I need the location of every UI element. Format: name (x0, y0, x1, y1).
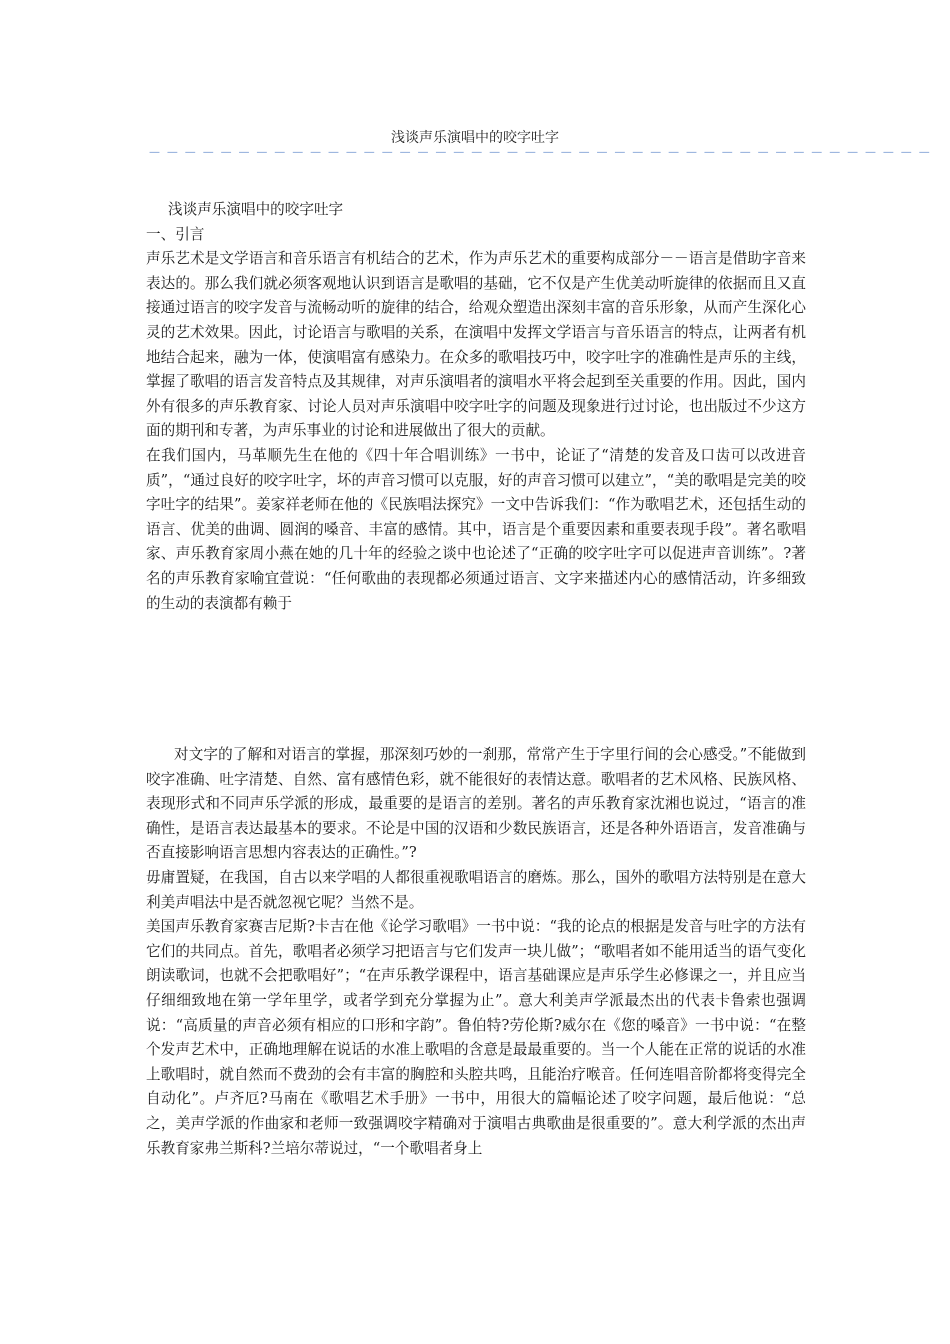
sub-heading: 浅谈声乐演唱中的咬字吐字 (168, 201, 344, 218)
body-block-1 (146, 198, 806, 616)
paragraph: 声乐艺术是文学语言和音乐语言有机结合的艺术，作为声乐艺术的重要构成部分－－语言是借助字音来表达的。那么我们就必须客观地认识到语言是歌唱的基础，它不仅是产生优美动听旋律的依据而且又直接通过语言的咬字发音与流畅动听的旋律的结合，给观众塑造出深刻丰富的音乐形象，从而产生深化心灵的艺术效果。因此，讨论语言与歌唱的关系，在演唱中发挥文学语言与音乐语言的特点，让两者有机地结合起来，融为一体，使演唱富有感染力。在众多的歌唱技巧中，咬字吐字的准确性是声乐的主线，掌握了歌唱的语言发音特点及其规律，对声乐演唱者的演唱水平将会起到至关重要的作用。因此，国内外有很多的声乐教育家、讨论人员对声乐演唱中咬字吐字的问题及现象进行过讨论，也出版过不少这方面的期刊和专著，为声乐事业的讨论和进展做出了很大的贡献。 (146, 250, 806, 440)
paragraph: 美国声乐教育家赛吉尼斯?卡吉在他《论学习歌唱》一书中说：“我的论点的根据是发音与吐字的方法有它们的共同点。首先，歌唱者必须学习把语言与它们发声一块儿做”；“歌唱者如不能用适当的语气变化朗读歌词，也就不会把歌唱好”；“在声乐教学课程中，语言基础课应是声乐学生必修课之一，并且应当仔细细致地在第一学年里学，或者学到充分掌握为止”。意大利美声学派最杰出的代表卡鲁索也强调说：“高质量的声音必须有相应的口形和字韵”。鲁伯特?劳伦斯?威尔在《您的嗓音》一书中说：“在整个发声艺术中，正确地理解在说话的水准上歌唱的含意是最最重要的。当一个人能在正常的说话的水准上歌唱时，就自然而不费劲的会有丰富的胸腔和头腔共鸣，且能治疗喉音。任何连唱音阶都将变得完全自动化”。卢齐厄?马南在《歌唱艺术手册》一书中，用很大的篇幅论述了咬字问题，最后他说：“总之，美声学派的作曲家和老师一致强调咬字精确对于演唱古典歌曲是很重要的”。意大利学派的杰出声乐教育家弗兰斯科?兰培尔蒂说过，“一个歌唱者身上 (146, 918, 806, 1157)
title-divider: －－－－－－－－－－－－－－－－－－－－－－－－－－－－－－－－－－－－－－－－－－－－ (148, 146, 936, 161)
section-heading: 一、引言 (146, 225, 205, 243)
body-block-2 (146, 743, 806, 1161)
paragraph: 对文字的了解和对语言的掌握，那深刻巧妙的一刹那，常常产生于字里行间的会心感受。”不能做到咬字准确、吐字清楚、自然、富有感情色彩，就不能很好的表情达意。歌唱者的艺术风格、民族风格、表现形式和不同声乐学派的形成，最重要的是语言的差别。著名的声乐教育家沈湘也说过，“语言的准确性，是语言表达最基本的要求。不论是中国的汉语和少数民族语言，还是各种外语语言，发音准确与否直接影响语言思想内容表达的正确性。”? (146, 746, 806, 862)
paragraph: 在我们国内，马革顺先生在他的《四十年合唱训练》一书中，论证了“清楚的发音及口齿可以改进音质”，“通过良好的咬字吐字，坏的声音习惯可以克服，好的声音习惯可以建立”，“美的歌唱是完美的咬字吐字的结果”。姜家祥老师在他的《民族唱法探究》一文中告诉我们：“作为歌唱艺术，还包括生动的语言、优美的曲调、圆润的嗓音、丰富的感情。其中，语言是个重要因素和重要表现手段”。著名歌唱家、声乐教育家周小燕在她的几十年的经验之谈中也论述了“正确的咬字吐字可以促进声音训练”。?著名的声乐教育家喻宜萱说：“任何歌曲的表现都必须通过语言、文字来描述内心的感情活动，许多细致的生动的表演都有赖于 (146, 446, 806, 612)
page-title: 浅谈声乐演唱中的咬字吐字 (391, 130, 559, 146)
paragraph: 毋庸置疑，在我国，自古以来学唱的人都很重视歌唱语言的磨炼。那么，国外的歌唱方法特别是在意大利美声唱法中是否就忽视它呢？当然不是。 (146, 868, 806, 911)
